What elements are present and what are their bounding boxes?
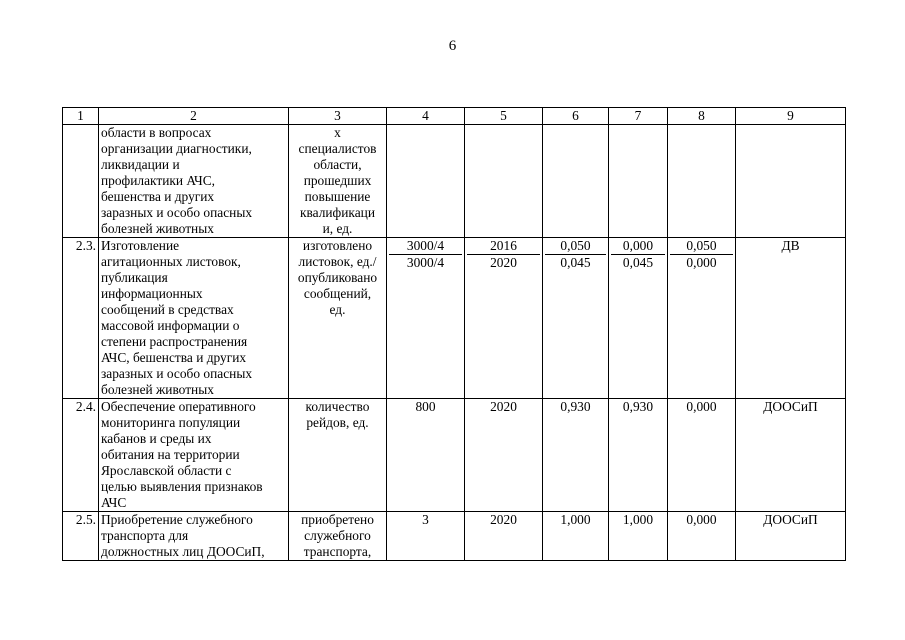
table-row-2-4 <box>63 399 846 512</box>
plan-table <box>62 107 846 561</box>
funding-col7-value: 0,000 <box>622 238 654 253</box>
measure-name-line: степени распространения <box>101 334 248 349</box>
column-number-8: 8 <box>668 108 736 125</box>
measure-name-line: ликвидации и <box>101 157 180 172</box>
row-number: 2.3. <box>63 238 99 399</box>
indicator-unit-line: опубликовано <box>297 270 378 285</box>
indicator-value-2016: 3000/4 <box>406 238 445 253</box>
measure-name-line: бешенства и других <box>101 189 215 204</box>
funding-col7: 0,930 <box>609 399 668 512</box>
measure-name <box>99 512 289 561</box>
page-number: 6 <box>448 38 457 54</box>
indicator-unit-line: листовок, ед./ <box>298 254 377 269</box>
executor: ДВ <box>736 238 846 399</box>
funding-col7 <box>609 238 668 399</box>
measure-name-line: профилактики АЧС, <box>101 173 216 188</box>
funding-col8: 0,000 <box>668 512 736 561</box>
empty-cell <box>668 125 736 238</box>
empty-cell <box>609 125 668 238</box>
funding-col8-value: 0,050 <box>686 238 717 253</box>
table-row-continuation <box>63 125 846 238</box>
indicator-unit-line: количество <box>305 399 370 414</box>
measure-name <box>99 399 289 512</box>
year-value: 2020 <box>467 254 540 271</box>
measure-name-line: Ярославской области с <box>101 463 232 478</box>
column-number-3: 3 <box>289 108 387 125</box>
empty-cell <box>387 125 465 238</box>
table-row-2-3 <box>63 238 846 399</box>
indicator-unit-line: повышение <box>304 189 371 204</box>
year <box>465 238 543 399</box>
year-value: 2016 <box>490 238 517 253</box>
column-number-5: 5 <box>465 108 543 125</box>
empty-cell <box>736 125 846 238</box>
measure-name-line: информационных <box>101 286 203 301</box>
measure-name-line: заразных и особо опасных <box>101 366 253 381</box>
measure-name-line: транспорта для <box>101 528 189 543</box>
indicator-unit-line: изготовлено <box>302 238 373 253</box>
measure-name-line: Приобретение служебного <box>101 512 253 527</box>
indicator-value <box>387 238 465 399</box>
indicator-unit-line: х <box>334 125 341 140</box>
indicator-unit-line: сообщений, <box>303 286 372 301</box>
indicator-unit-line: прошедших <box>303 173 372 188</box>
funding-total <box>543 238 609 399</box>
funding-col7: 1,000 <box>609 512 668 561</box>
measure-name-line: Изготовление <box>101 238 180 253</box>
funding-col8 <box>668 238 736 399</box>
indicator-value: 800 <box>387 399 465 512</box>
measure-name-line: болезней животных <box>101 221 214 236</box>
column-number-9: 9 <box>736 108 846 125</box>
funding-total-value: 0,045 <box>545 254 606 271</box>
column-number-4: 4 <box>387 108 465 125</box>
indicator-unit-line: рейдов, ед. <box>306 415 369 430</box>
measure-name <box>99 125 289 238</box>
measure-name-line: массовой информации о <box>101 318 240 333</box>
funding-total: 0,930 <box>543 399 609 512</box>
funding-total: 1,000 <box>543 512 609 561</box>
measure-name-line: организации диагностики, <box>101 141 252 156</box>
column-number-6: 6 <box>543 108 609 125</box>
indicator-unit-line: ед. <box>329 302 346 317</box>
column-number-row <box>63 108 846 125</box>
row-number: 2.4. <box>63 399 99 512</box>
row-number: 2.5. <box>63 512 99 561</box>
empty-cell <box>543 125 609 238</box>
indicator-unit-line: служебного <box>304 528 371 543</box>
funding-col7-value: 0,045 <box>611 254 665 271</box>
executor: ДООСиП <box>736 512 846 561</box>
indicator-unit-line: и, ед. <box>322 221 353 236</box>
measure-name-line: АЧС <box>101 495 127 510</box>
funding-col8-value: 0,000 <box>670 254 733 271</box>
indicator-unit-line: приобретено <box>301 512 374 527</box>
indicator-value: 3 <box>387 512 465 561</box>
indicator-unit <box>289 238 387 399</box>
measure-name-line: области в вопросах <box>101 125 212 140</box>
measure-name-line: целью выявления признаков <box>101 479 263 494</box>
measure-name-line: обитания на территории <box>101 447 240 462</box>
executor: ДООСиП <box>736 399 846 512</box>
measure-name-line: агитационных листовок, <box>101 254 241 269</box>
column-number-2: 2 <box>99 108 289 125</box>
year: 2020 <box>465 512 543 561</box>
indicator-unit-line: специалистов <box>298 141 377 156</box>
measure-name-line: мониторинга популяции <box>101 415 241 430</box>
indicator-unit-line: квалификаци <box>300 205 375 220</box>
table-row-2-5 <box>63 512 846 561</box>
measure-name-line: публикация <box>101 270 168 285</box>
measure-name <box>99 238 289 399</box>
measure-name-line: должностных лиц ДООСиП, <box>101 544 265 559</box>
measure-name-line: заразных и особо опасных <box>101 205 253 220</box>
row-number <box>63 125 99 238</box>
year: 2020 <box>465 399 543 512</box>
indicator-unit-line: транспорта, <box>303 544 372 559</box>
funding-col8: 0,000 <box>668 399 736 512</box>
empty-cell <box>465 125 543 238</box>
indicator-unit <box>289 512 387 561</box>
column-number-1: 1 <box>63 108 99 125</box>
measure-name-line: Обеспечение оперативного <box>101 399 256 414</box>
column-number-7: 7 <box>609 108 668 125</box>
measure-name-line: болезней животных <box>101 382 214 397</box>
measure-name-line: кабанов и среды их <box>101 431 212 446</box>
indicator-unit <box>289 125 387 238</box>
indicator-unit <box>289 399 387 512</box>
funding-total-value: 0,050 <box>560 238 591 253</box>
measure-name-line: сообщений в средствах <box>101 302 234 317</box>
indicator-value-2020: 3000/4 <box>389 254 462 271</box>
measure-name-line: АЧС, бешенства и других <box>101 350 247 365</box>
indicator-unit-line: области, <box>313 157 362 172</box>
